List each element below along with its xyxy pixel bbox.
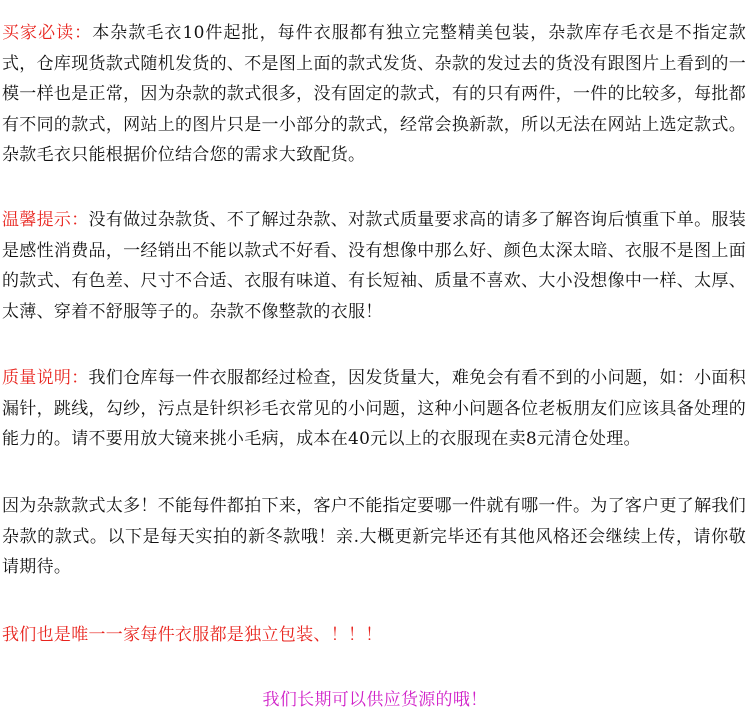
buyer-notice-label: 买家必读： [2,23,93,43]
styles-note-paragraph: 因为杂款款式太多！不能每件都拍下来，客户不能指定要哪一件就有哪一件。为了客户更了解我们杂款的款式。以下是每天实拍的新冬款哦！亲.大概更新完毕还有其他风格还会继续上传，请你敬请期待。 [2,496,746,577]
warm-tip-paragraph [2,205,746,327]
quality-note-label: 质量说明： [2,368,89,388]
quality-note-text: 我们仓库每一件衣服都经过检查，因发货量大，难免会有看不到的小问题，如：小面积漏针，跳线，勾纱，污点是针织衫毛衣常见的小问题，这种小问题各位老板朋友们应该具备处理的能力的。请不要用放大镜来挑小毛病，成本在40元以上的衣服现在卖8元清仓处理。 [2,368,746,449]
buyer-notice-text: 本杂款毛衣10件起批，每件衣服都有独立完整精美包装，杂款库存毛衣是不指定款式，仓库现货款式随机发货的、不是图上面的款式发货、杂款的发过去的货没有跟图片上看到的一模一样也是正常，因为杂款的款式很多，没有固定的款式，有的只有两件，一件的比较多，每批都有不同的款式，网站上的图片只是一小部分的款式，经常会换新款，所以无法在网站上选定款式。杂款毛衣只能根据价位结合您的需求大致配货。 [2,23,747,165]
packaging-note: 我们也是唯一一家每件衣服都是独立包装、！！！ [2,625,383,645]
supply-note: 我们长期可以供应货源的哦！ [262,690,488,710]
buyer-notice-paragraph [2,18,746,171]
quality-note-paragraph [2,363,746,455]
warm-tip-label: 温馨提示： [2,210,89,230]
warm-tip-text: 没有做过杂款货、不了解过杂款、对款式质量要求高的请多了解咨询后慎重下单。服装是感性消费品，一经销出不能以款式不好看、没有想像中那么好、颜色太深太暗、衣服不是图上面的款式、有色差、尺寸不合适、衣服有味道、有长短袖、质量不喜欢、大小没想像中一样、太厚、太薄、穿着不舒服等子的。杂款不像整款的衣服！ [2,210,746,322]
